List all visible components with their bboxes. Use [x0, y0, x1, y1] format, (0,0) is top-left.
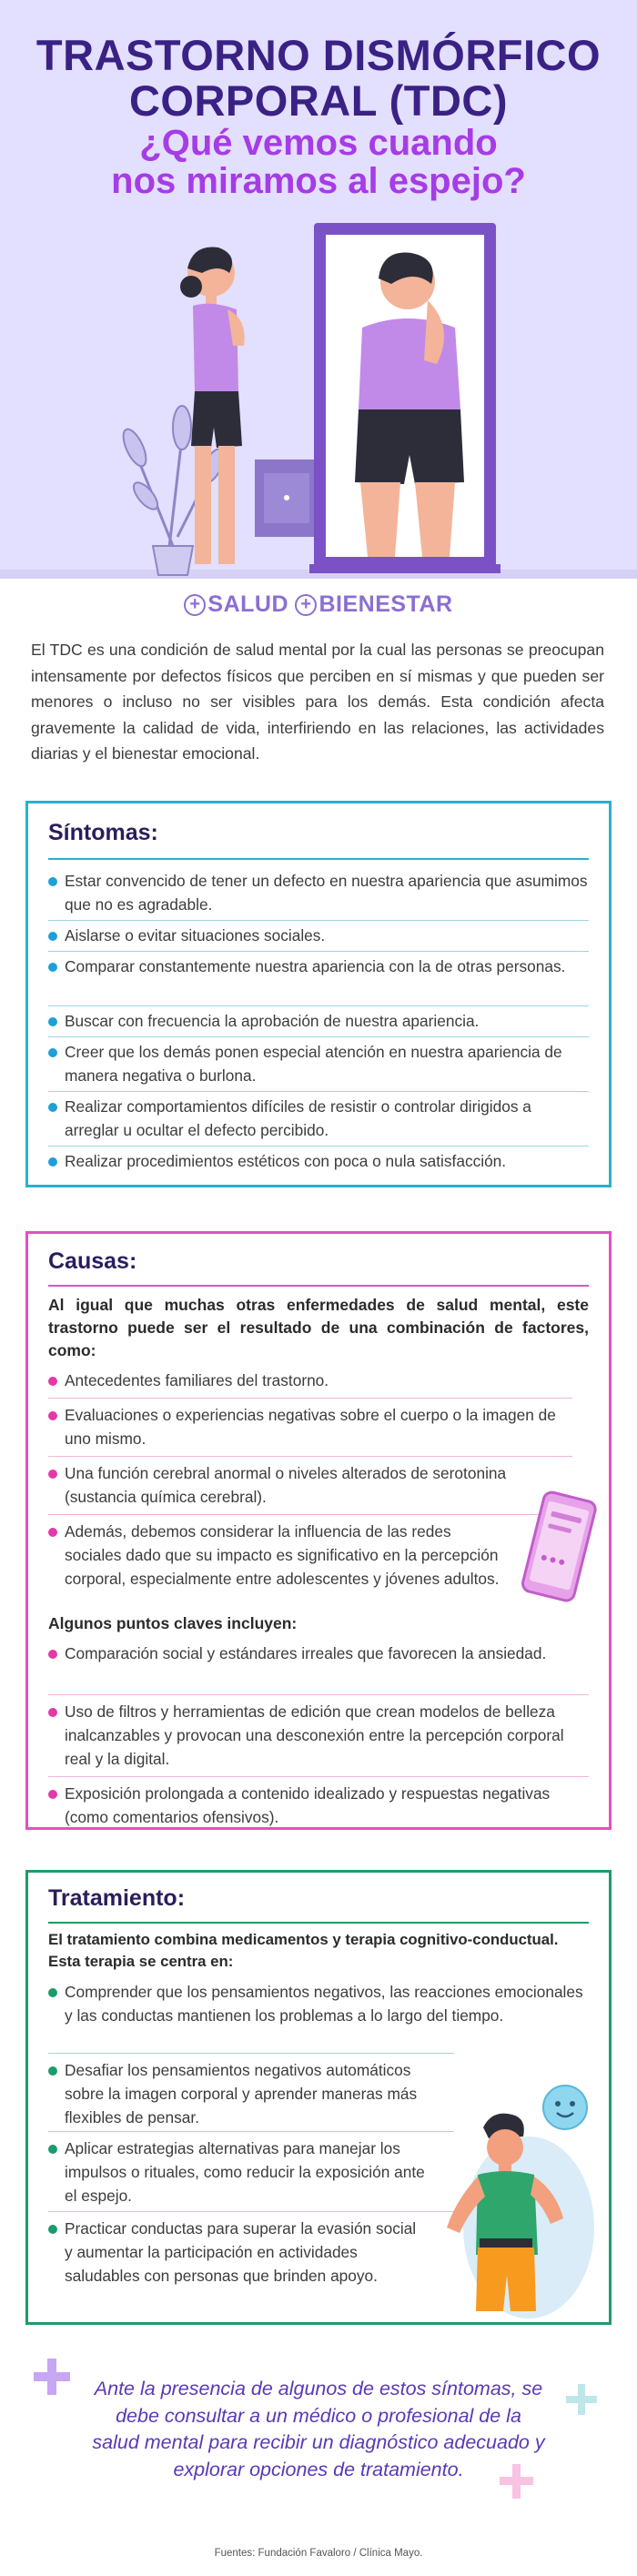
divider	[48, 858, 589, 860]
tratamiento-lead: El tratamiento combina medicamentos y terapia cognitivo-conductual. Esta terapia se centra en:	[48, 1931, 559, 1970]
tratamiento-title: Tratamiento:	[48, 1885, 186, 1911]
tratamiento-card	[25, 1870, 612, 2325]
divider	[48, 920, 589, 921]
intro-paragraph: El TDC es una condición de salud mental por la cual las personas se preocupan intensamente por defectos físicos que perciben en sí mismas y que pueden ser menores o incluso no ser visibles para los demás. Esta condición afecta gravemente la calidad de vida, interfiriendo en las relaciones, las actividades diarias y el bienestar emocional.	[31, 641, 604, 763]
causas-card	[25, 1231, 612, 1830]
list-item: Comprender que los pensamientos negativos, las reacciones emocionales y las conductas mantienen los problemas a lo largo del tiempo.	[48, 1980, 589, 2027]
divider	[48, 1514, 572, 1515]
divider	[48, 1694, 589, 1695]
closing-message: Ante la presencia de algunos de estos síntomas, se debe consultar a un médico o profesional de la salud mental para recibir un diagnóstico adecuado y explorar opciones de tratamiento.	[92, 2378, 545, 2480]
divider	[48, 1146, 589, 1147]
list-item: Desafiar los pensamientos negativos automáticos sobre la imagen corporal y aprender maneras más flexibles de pensar.	[48, 2058, 436, 2129]
divider	[48, 1285, 589, 1287]
plus-circle-icon: +	[184, 594, 206, 616]
divider	[48, 1922, 589, 1924]
divider	[48, 2053, 454, 2054]
man-illustration	[429, 2073, 602, 2318]
list-item: Realizar procedimientos estéticos con poca o nula satisfacción.	[48, 1149, 589, 1173]
divider	[48, 1398, 572, 1399]
list-item: Comparar constantemente nuestra apariencia con la de otras personas.	[48, 955, 589, 978]
list-item: Estar convencido de tener un defecto en nuestra apariencia que asumimos que no es agradable.	[48, 869, 589, 916]
divider	[48, 1776, 589, 1777]
divider	[48, 1456, 572, 1457]
brand-logo: + SALUD + BIENESTAR	[0, 591, 637, 618]
list-item: Evaluaciones o experiencias negativas sobre el cuerpo o la imagen de uno mismo.	[48, 1403, 572, 1450]
causas-subheading: Algunos puntos claves incluyen:	[48, 1614, 298, 1632]
causas-lead: Al igual que muchas otras enfermedades de salud mental, este trastorno puede ser el resultado de una combinación de factores, como:	[48, 1296, 589, 1359]
list-item: Antecedentes familiares del trastorno.	[48, 1369, 572, 1392]
divider	[48, 2131, 454, 2132]
hero-banner	[0, 0, 637, 579]
list-item: Además, debemos considerar la influencia de las redes sociales dado que su impacto es significativo en la percepción corporal, especialmente entre adolescentes y jóvenes adultos.	[48, 1520, 504, 1591]
plus-circle-icon: +	[295, 594, 317, 616]
list-item: Comparación social y estándares irreales que favorecen la ansiedad.	[48, 1642, 572, 1665]
sintomas-title: Síntomas:	[48, 820, 158, 845]
sources-footnote: Fuentes: Fundación Favaloro / Clínica Mayo.	[214, 2548, 423, 2559]
list-item: Aplicar estrategias alternativas para manejar los impulsos o rituales, como reducir la exposición ante el espejo.	[48, 2137, 427, 2207]
list-item: Uso de filtros y herramientas de edición que crean modelos de belleza inalcanzables y provocan una desconexión entre la percepción corporal real y la digital.	[48, 1700, 572, 1771]
divider	[48, 1091, 589, 1092]
list-item: Exposición prolongada a contenido idealizado y respuestas negativas (como comentarios ofensivos).	[48, 1782, 572, 1829]
page-subtitle: ¿Qué vemos cuando nos miramos al espejo?	[111, 123, 526, 201]
list-item: Creer que los demás ponen especial atención en nuestra apariencia de manera negativa o burlona.	[48, 1040, 589, 1087]
list-item: Practicar conductas para superar la evasión social y aumentar la participación en actividades saludables con personas que brinden apoyo.	[48, 2217, 427, 2288]
list-item: Una función cerebral anormal o niveles alterados de serotonina (sustancia química cerebral).	[48, 1461, 572, 1509]
divider	[48, 1005, 589, 1006]
divider	[48, 1036, 589, 1037]
woman-figure	[180, 247, 245, 564]
list-item: Buscar con frecuencia la aprobación de nuestra apariencia.	[48, 1009, 589, 1033]
page-title: TRASTORNO DISMÓRFICO CORPORAL (TDC)	[35, 31, 602, 125]
divider	[48, 951, 589, 952]
smartphone-icon	[520, 1489, 602, 1607]
sintomas-card	[25, 801, 612, 1187]
list-item: Aislarse o evitar situaciones sociales.	[48, 924, 589, 947]
divider	[48, 2211, 454, 2212]
causas-title: Causas:	[48, 1248, 137, 1274]
list-item: Realizar comportamientos difíciles de resistir o controlar dirigidos a arreglar u ocultar el defecto percibido.	[48, 1095, 589, 1142]
